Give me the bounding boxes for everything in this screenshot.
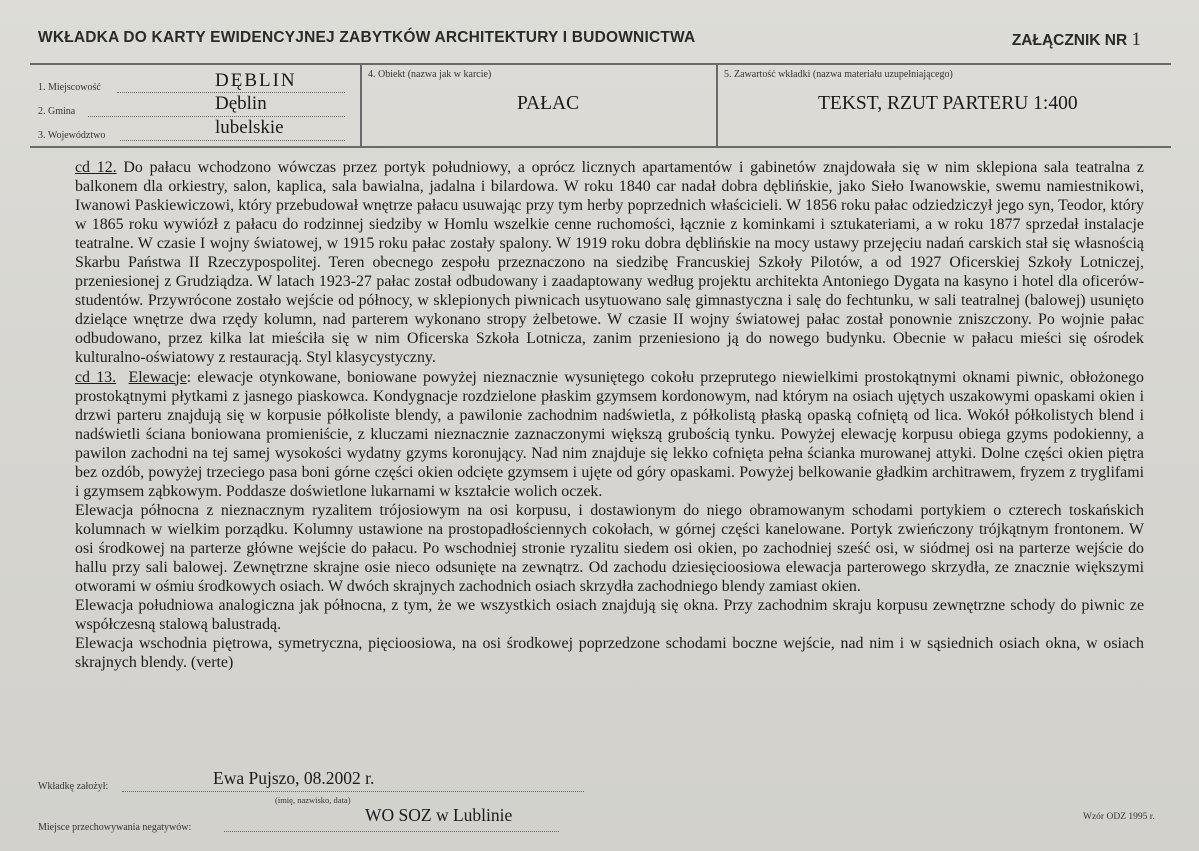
obiekt-label: 4. Obiekt (nazwa jak w karcie): [368, 69, 492, 80]
gmina-label: 2. Gmina: [38, 106, 76, 117]
description-text: [75, 158, 1144, 672]
paragraph-elevations-text: : elewacje otynkowane, boniowane powyżej nieznacznie wysuniętego cokołu przeprutego niewielkimi prostokątnymi oknami piwnic, obłożonego prostokątnymi płytkami z jasnego piaskowca. Kondygnacje rozdzielone płaskim gzymsem kordonowym, nad którym na osiach ujętych uszakowymi opaskami okien i drzwi parteru znajdują się w korpusie półkoliste blendy, a pawilonie zachodnim nadświetla, z półkolistą płaską opaską cofniętą od lica. Wokół półkolistych blend i nadświetli ściana boniowana promieniście, z kluczami nieznacznie zaznaczonymi większą grubością tynku. Powyżej elewację korpusu obiega gzyms podokienny, a pawilon zachodni na tej samej wysokości wydatny gzyms koronujący. Nad nim znajduje się lekko cofnięta pełna ścianka murowanej attyki. Dolne części okien piętra bez ozdób, powyżej trzeciego pasa boni górne części okien odcięte gzymsem i ujęte od góry opaskami. Powyżej belkowanie gładkim architrawem, fryzem z tryglifami i gzymsem ząbkowym. Poddasze doświetlone lukarnami w kształcie wolich oczek.: [75, 368, 1144, 500]
paragraph-north: Elewacja północna z nieznacznym ryzalitem trójosiowym na osi korpusu, i dostawionym do niego obramowanym schodami portykiem o czterech toskańskich kolumnach w wielkim porządku. Kolumny ustawione na prostopadłościennych cokołach, w górnej części kanelowane. Portyk zwieńczony trójkątnym frontonem. W osi środkowej na parterze główne wejście do pałacu. Po wschodniej stronie ryzalitu siedem osi okien, po zachodniej sześć osi, w siódmej osi na parterze wejście do hallu przy sali balowej. Zewnętrzne skrajne osie nieco odsunięte na zewnątrz. Od zachodu dziesięcioosiowa elewacja parterowego skrzydła, ze znacznie większymi otworami w ośmiu środkowych osiach. W dwóch skrajnych zachodnich osiach skrzydła zachodniego blendy zamiast okien.: [75, 501, 1144, 596]
wojewodztwo-value: lubelskie: [215, 117, 284, 138]
paragraph-south: Elewacja południowa analogiczna jak północna, z tym, że we wszystkich osiach znajdują się okna. Przy zachodnim skraju korpusu zewnętrzne schody do piwnic ze współczesną stalową balustradą.: [75, 597, 1144, 634]
annex-number: 1: [1131, 29, 1141, 50]
storage-value: WO SOZ w Lublinie: [365, 805, 513, 825]
wojewodztwo-label: 3. Województwo: [38, 130, 106, 141]
storage-dots: [224, 831, 559, 832]
top-rule: [30, 63, 1171, 65]
paragraph-east: Elewacja wschodnia piętrowa, symetryczna, pięcioosiowa, na osi środkowej poprzedzone schodami boczne wejście, nad nim i w sąsiednich osiach okna, w osiach skrajnych blendy. (verte): [75, 635, 1144, 672]
zawartosc-value: TEKST, RZUT PARTERU 1:400: [818, 93, 1078, 114]
paragraph-history-text: Do pałacu wchodzono wówczas przez portyk południowy, a oprócz licznych apartamentów i gabinetów znajdowała się w nim sklepiona sala teatralna z balkonem dla orkiestry, salon, kaplica, sala bawialna, jadalna i bilardowa. W roku 1840 car nadał dobra dęblińskie, jako Sieło Iwanowskie, swemu namiestnikowi, Iwanowi Paskiewiczowi, który przebudował wnętrze pałacu usuwając przy tym herby poprzednich właścicieli. W 1856 roku pałac odziedziczył jego syn, Teodor, który w 1865 roku wywiózł z pałacu do rodzinnej siedziby w Homlu wszelkie cenne ruchomości, łącznie z kominkami i sztukateriami, a w roku 1877 sprzedał instalacje teatralne. W czasie I wojny światowej, w 1915 roku pałac zostały spalony. W 1919 roku dobra dęblińskie na mocy ustawy przejęciu nadań carskich stał się własnością Skarbu Państwa II Rzeczypospolitej. Teren obecnego zespołu przeznaczono na siedzibę Francuskiej Szkoły Pilotów, a od 1927 Oficerskiej Szkoły Lotniczej, przeniesionej z Grudziądza. W latach 1923-27 pałac został odbudowany i zaadaptowany według projektu architekta Antoniego Dygata na kasyno i hotel dla oficerów-studentów. Przywrócone zostało wejście od północy, w sklepionych piwnicach usytuowano salę gimnastyczna i salę do fechtunku, w sali teatralnej (balowej) usunięto dzielące wnętrze dwa rzędy kolumn, nad parterem wykonano stropy żelbetowe. W czasie II wojny światowej pałac został ponownie zniszczony. Po wojnie pałac odbudowano, przez kilka lat mieściła się w nim Oficerska Szkoła Lotnicza, zanim przeniesiono ją do nowego budynku. Obecnie w pałacu mieści się ośrodek kulturalno-oświatowy z restauracją. Styl klasycystyczny.: [75, 159, 1144, 367]
zawartosc-label: 5. Zawartość wkładki (nazwa materiału uzupełniającego): [724, 69, 953, 80]
author-value: Ewa Pujszo, 08.2002 r.: [213, 768, 375, 788]
paragraph-elevations: [75, 368, 1144, 501]
annex-label-text: ZAŁĄCZNIK NR: [1011, 32, 1128, 49]
obiekt-value: PAŁAC: [517, 93, 580, 114]
annex-label: [1012, 29, 1141, 51]
form-code: Wzór ODZ 1995 r.: [1083, 812, 1155, 822]
elevations-term: Elewacje: [128, 368, 187, 386]
form-title: WKŁADKA DO KARTY EWIDENCYJNEJ ZABYTKÓW ARCHITEKTURY I BUDOWNICTWA: [38, 29, 696, 46]
section-ref-13: cd 13.: [75, 368, 117, 386]
column-divider-1: [360, 63, 362, 147]
miejscowosc-label: 1. Miejscowość: [38, 82, 101, 93]
miejscowosc-value: DĘBLIN: [215, 70, 297, 91]
section-ref-12: cd 12.: [75, 159, 117, 176]
wojewodztwo-dots: [120, 140, 345, 141]
author-dots: [122, 791, 584, 792]
author-hint: (imię, nazwisko, data): [275, 795, 351, 805]
gmina-value: Dęblin: [215, 93, 267, 114]
column-divider-2: [716, 63, 718, 147]
paragraph-history: [75, 158, 1144, 368]
author-label: Wkładkę założył:: [38, 781, 109, 792]
storage-label: Miejsce przechowywania negatywów:: [38, 822, 192, 833]
header-bottom-rule: [30, 146, 1171, 148]
